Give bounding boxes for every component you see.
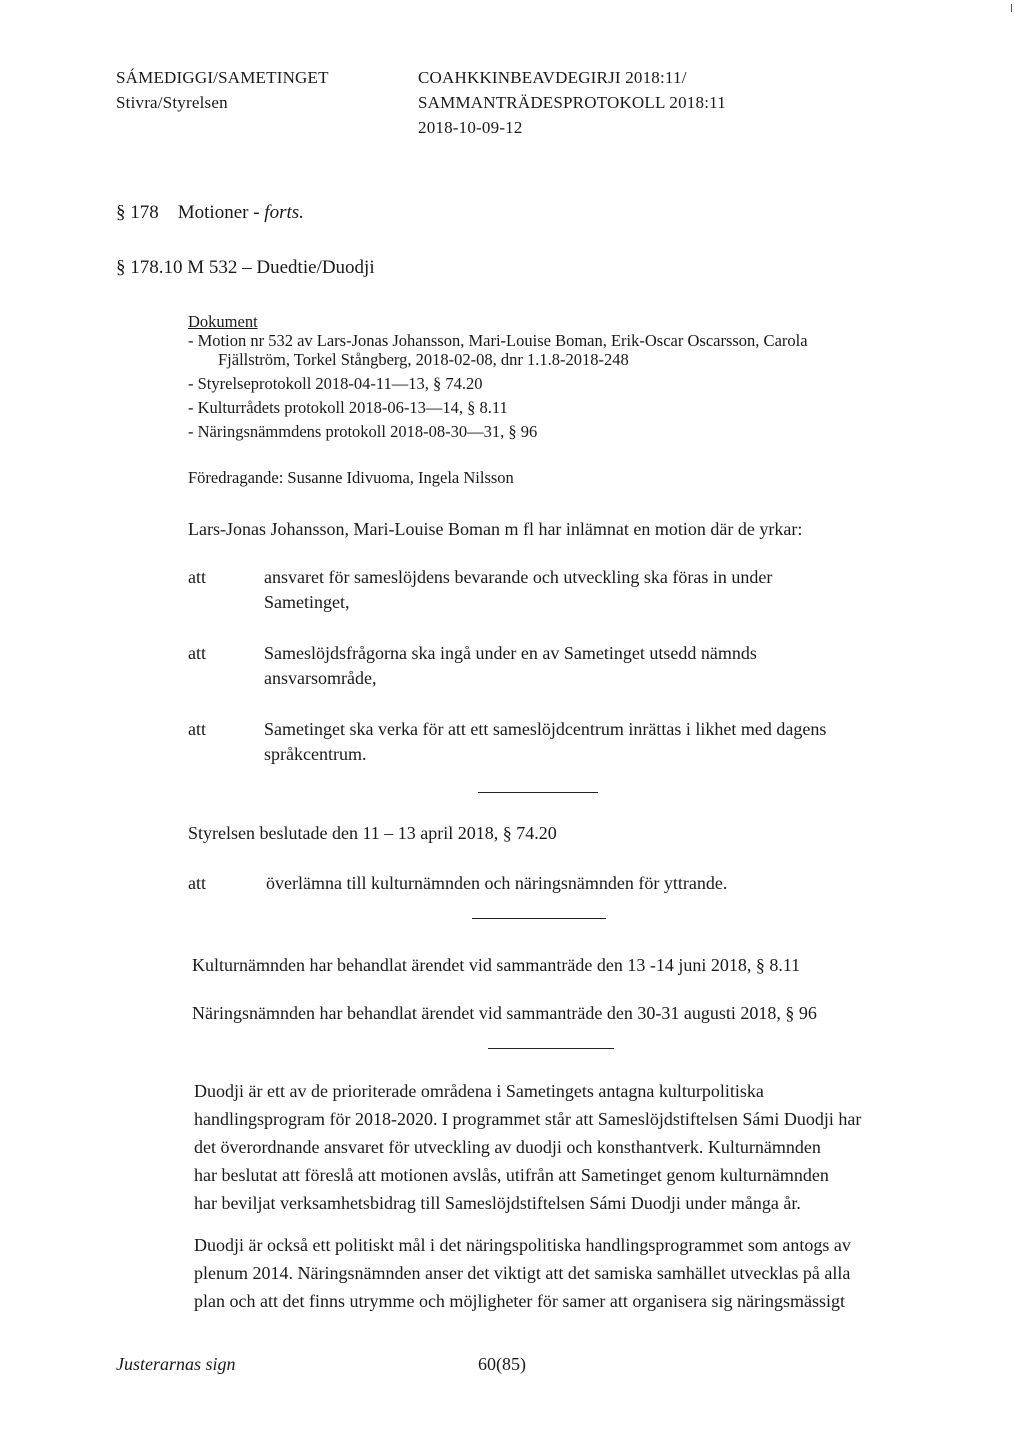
separator-line (478, 792, 598, 793)
demand-label: att (188, 719, 206, 739)
presenters: Föredragande: Susanne Idivuoma, Ingela Nilsson (188, 468, 514, 487)
protocol-swedish: SAMMANTRÄDESPROTOKOLL 2018:11 (418, 93, 726, 112)
paragraph-line: handlingsprogram för 2018-2020. I programmet står att Sameslöjdstiftelsen Sámi Duodji har (194, 1109, 862, 1129)
paragraph-line: Duodji är ett av de prioriterade områdena i Sametingets antagna kulturpolitiska (194, 1081, 764, 1101)
demand-text: språkcentrum. (264, 744, 367, 764)
demand-text: Sameslöjdsfrågorna ska ingå under en av Sametinget utsedd nämnds (264, 643, 757, 663)
decision-label: att (188, 873, 206, 893)
document-item: Fjällström, Torkel Stångberg, 2018-02-08, dnr 1.1.8-2018-248 (218, 350, 629, 369)
protocol-date: 2018-10-09-12 (418, 118, 523, 137)
section-forts: forts. (264, 202, 304, 223)
document-item: - Motion nr 532 av Lars-Jonas Johansson, Mari-Louise Boman, Erik-Oscar Oscarsson, Carola (188, 331, 808, 350)
document-item: - Styrelseprotokoll 2018-04-11—13, § 74.20 (188, 374, 483, 393)
paragraph-line: har beviljat verksamhetsbidrag till Sameslöjdstiftelsen Sámi Duodji under många år. (194, 1193, 801, 1213)
org-unit: Stivra/Styrelsen (116, 93, 228, 112)
section-title: Motioner - (177, 202, 260, 223)
demand-label: att (188, 643, 206, 663)
committee-note: Kulturnämnden har behandlat ärendet vid sammanträde den 13 -14 juni 2018, § 8.11 (192, 955, 801, 975)
committee-note: Näringsnämnden har behandlat ärendet vid sammanträde den 30-31 augusti 2018, § 96 (192, 1003, 817, 1023)
section-heading (116, 202, 304, 224)
demand-label: att (188, 567, 206, 587)
section-number: § 178 (116, 202, 159, 223)
demand-text: ansvaret för sameslöjdens bevarande och utveckling ska föras in under (264, 567, 773, 587)
separator-line (472, 918, 606, 919)
decision-action: överlämna till kulturnämnden och näringsnämnden för yttrande. (266, 873, 728, 893)
paragraph-line: plan och att det finns utrymme och möjligheter för samer att organisera sig näringsmässigt (194, 1291, 846, 1311)
scan-mark (1011, 4, 1012, 12)
page-number: 60(85) (478, 1354, 526, 1374)
document-item: - Kulturrådets protokoll 2018-06-13—14, § 8.11 (188, 398, 508, 417)
paragraph-line: det överordnande ansvaret för utveckling av duodji och konsthantverk. Kulturnämnden (194, 1137, 821, 1157)
demand-text: ansvarsområde, (264, 668, 377, 688)
motion-intro: Lars-Jonas Johansson, Mari-Louise Boman m fl har inlämnat en motion där de yrkar: (188, 519, 803, 539)
paragraph-line: har beslutat att föreslå att motionen avslås, utifrån att Sametinget genom kulturnämnden (194, 1165, 829, 1185)
board-decision: Styrelsen beslutade den 11 – 13 april 2018, § 74.20 (188, 823, 557, 843)
protocol-sami: COAHKKINBEAVDEGIRJI 2018:11/ (418, 68, 687, 87)
demand-text: Sametinget ska verka för att ett sameslöjdcentrum inrättas i likhet med dagens (264, 719, 827, 739)
signature-label: Justerarnas sign (116, 1354, 236, 1374)
documents-heading: Dokument (188, 312, 258, 331)
org-name: SÁMEDIGGI/SAMETINGET (116, 68, 329, 87)
subsection-title: § 178.10 M 532 – Duedtie/Duodji (116, 257, 375, 278)
document-item: - Näringsnämmdens protokoll 2018-08-30—31, § 96 (188, 422, 538, 441)
paragraph-line: Duodji är också ett politiskt mål i det näringspolitiska handlingsprogrammet som antogs av (194, 1235, 851, 1255)
paragraph-line: plenum 2014. Näringsnämnden anser det viktigt att det samiska samhället utvecklas på alla (194, 1263, 851, 1283)
separator-line (488, 1048, 614, 1049)
demand-text: Sametinget, (264, 592, 350, 612)
